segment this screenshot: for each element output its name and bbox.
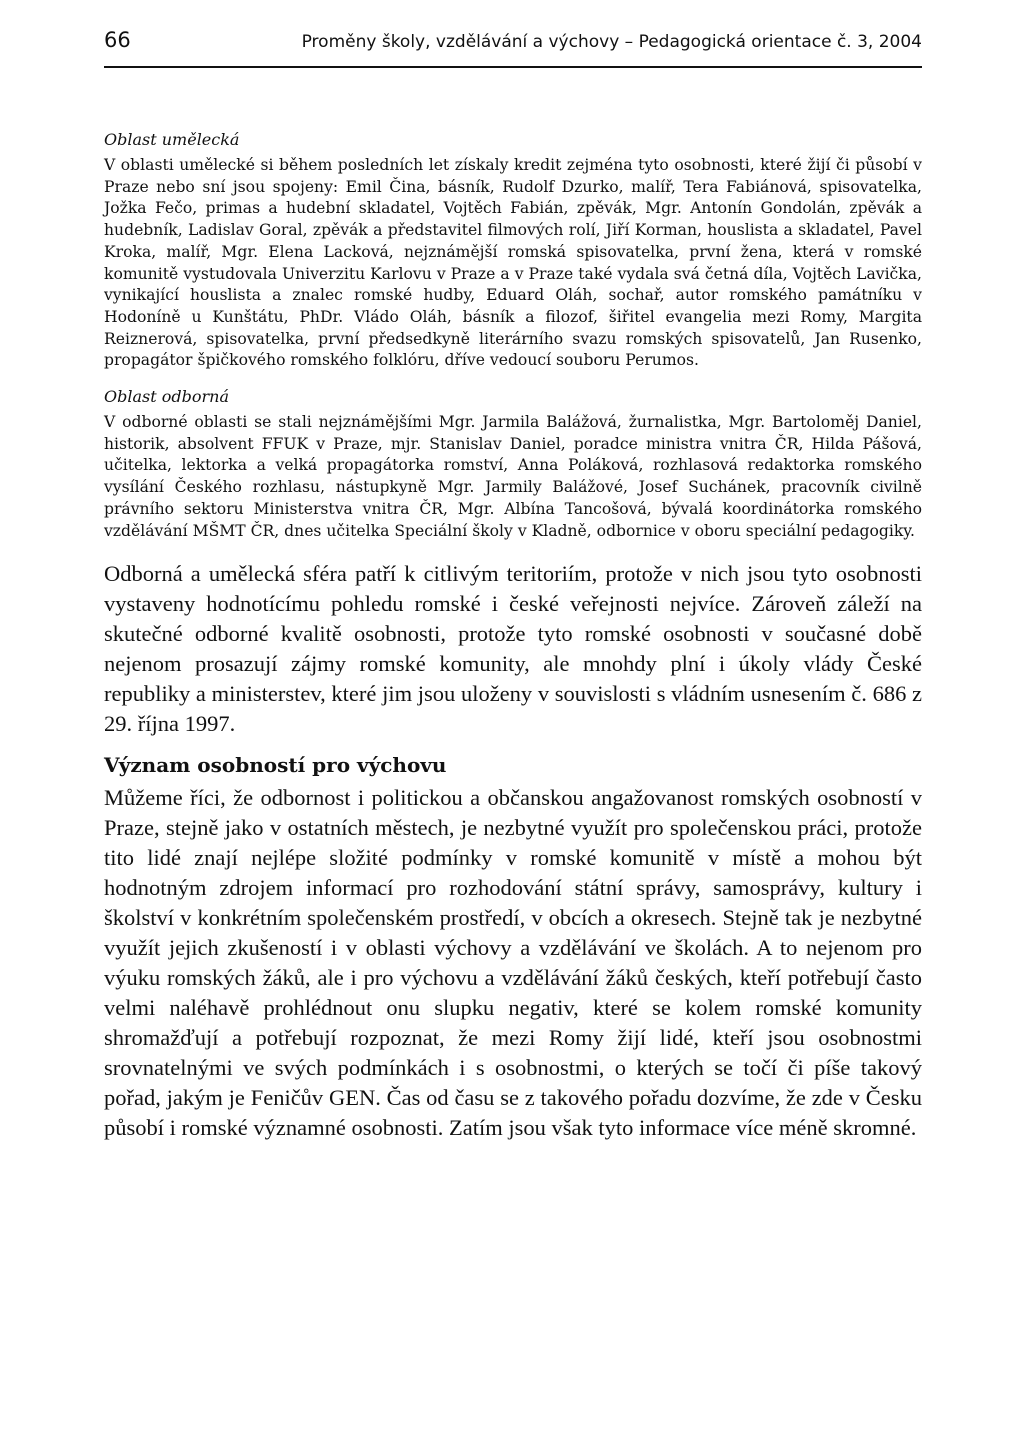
page-number: 66 (104, 28, 131, 52)
section-heading: Význam osobností pro výchovu (104, 753, 447, 778)
page-header (104, 28, 922, 68)
document-page (104, 28, 922, 1143)
section-title-umelecka: Oblast umělecká (104, 130, 240, 149)
section-body-odborna: V odborné oblasti se stali nejznámějšími Mgr. Jarmila Balážová, žurnalistka, Mgr. Bartoloměj Daniel, historik, absolvent FFUK v Praze, mjr. Stanislav Daniel, poradce ministra vnitra ČR, Hilda Pášová, učitelka, lektorka a velká propagátorka romství, Anna Poláková, rozhlasová redaktorka romského vysílání Českého rozhlasu, nástupkyně Mgr. Jarmily Balážové, Josef Suchánek, pracovník civilně právního sektoru Ministerstva vnitra ČR, Mgr. Albína Tancošová, bývalá koordinátorka romského vzdělávání MŠMT ČR, dnes učitelka Speciální školy v Kladně, odbornice v oboru speciální pedagogiky. (104, 413, 922, 540)
running-head: Proměny školy, vzdělávání a výchovy – Pedagogická orientace č. 3, 2004 (301, 32, 922, 52)
closing-paragraph: Můžeme říci, že odbornost i politickou a občanskou angažovanost romských osobností v Praze, stejně jako v ostatních městech, je nezbytné využít pro společenskou práci, protože tito lidé znají nejlépe složité podmínky v romské komunitě v místě a mohou být hodnotným zdrojem informací pro rozhodování státní správy, samosprávy, kultury i školství v konkrétním společenském prostředí, v obcích a okresech. Stejně tak je nezbytné využít jejich zkušeností i v oblasti výchovy a vzdělávání ve školách. A to nejenom pro výuku romských žáků, ale i pro výchovu a vzdělávání žáků českých, kteří potřebují často velmi naléhavě prohlédnout onu slupku negativ, které se kolem romské komunity shromažďují a potřebují rozpoznat, že mezi Romy žijí lidé, kteří jsou osobnostmi srovnatelnými ve svých podmínkách i s osobnostmi, o kterých se točí či píše takový pořad, jakým je Feničův GEN. Čas od času se z takového pořadu dozvíme, že zde v Česku působí i romské významné osobnosti. Zatím jsou však tyto informace více méně skromné. (104, 785, 922, 1141)
section-title-odborna: Oblast odborná (104, 387, 229, 407)
section-body-umelecka: V oblasti umělecké si během posledních let získaly kredit zejména tyto osobnosti, které žijí či působí v Praze nebo sní jsou spojeny: Emil Čina, básník, Rudolf Dzurko, malíř, Tera Fabiánová, spisovatelka, Jožka Fečo, primas a hudební skladatel, Vojtěch Fabián, zpěvák, Mgr. Antonín Gondolán, zpěvák a hudebník, Ladislav Goral, zpěvák a představitel filmových rolí, Jiří Korman, houslista a skladatel, Pavel Kroka, malíř, Mgr. Elena Lacková, nejznámější romská spisovatelka, první žena, která v romské komunitě vystudovala Univerzitu Karlovu v Praze a v Praze také vydala svá četná díla, Vojtěch Lavička, vynikající houslista a znalec romské hudby, Eduard Oláh, sochař, autor romského památníku v Hodoníně u Kunštátu, PhDr. Vládo Oláh, básník a filozof, šiřitel evangelia mezi Romy, Margita Reiznerová, spisovatelka, první předsedkyně literárního svazu romských spisovatelů, Jan Rusenko, propagátor špičkového romského folklóru, dříve vedoucí souboru Perumos. (104, 156, 922, 370)
main-paragraph: Odborná a umělecká sféra patří k citlivým teritoriím, protože v nich jsou tyto osobnosti vystaveny hodnotícímu pohledu romské i české veřejnosti nejvíce. Zároveň záleží na skutečné odborné kvalitě osobnosti, protože tyto romské osobnosti v současné době nejenom prosazují zájmy romské komunity, ale mnohdy plní i úkoly vlády České republiky a ministerstev, které jim jsou uloženy v souvislosti s vládním usnesením č. 686 z 29. října 1997. (104, 561, 922, 737)
